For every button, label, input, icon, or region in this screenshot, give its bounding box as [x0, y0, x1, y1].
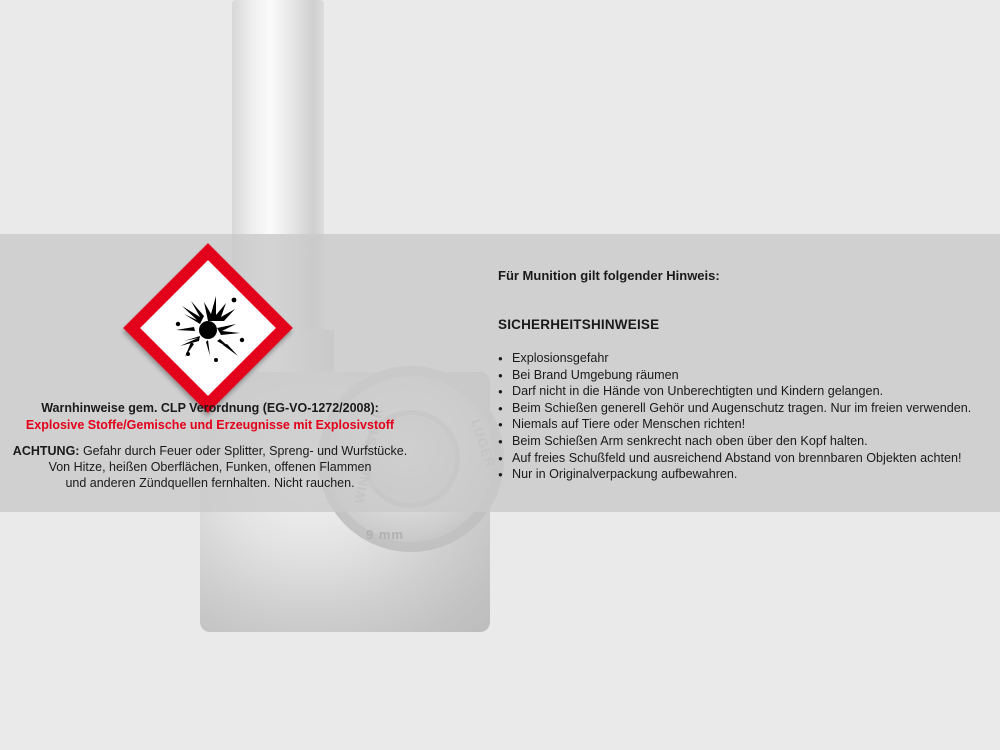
list-item: ● Explosionsgefahr [498, 350, 988, 367]
list-item: ● Beim Schießen Arm senkrecht nach oben über den Kopf halten. [498, 433, 988, 450]
safety-instruction-list [498, 350, 988, 483]
safety-information-block [498, 268, 988, 483]
exploding-bomb-icon [164, 284, 252, 372]
list-item: ● Nur in Originalverpackung aufbewahren. [498, 466, 988, 483]
safety-intro-text: Für Munition gilt folgender Hinweis: [498, 268, 720, 283]
clp-body-line-1: Gefahr durch Feuer oder Splitter, Spreng- und Wurfstücke. [79, 444, 408, 458]
list-item: ● Darf nicht in die Hände von Unberechtigten und Kindern gelangen. [498, 383, 988, 400]
clp-attention-label: ACHTUNG: [12, 444, 80, 458]
explosive-hazard-icon [134, 254, 282, 402]
list-item: ● Auf freies Schußfeld und ausreichend Abstand von brennbaren Objekten achten! [498, 450, 988, 467]
list-item: ● Bei Brand Umgebung räumen [498, 367, 988, 384]
list-item: ● Niemals auf Tiere oder Menschen richten! [498, 416, 988, 433]
list-item: ● Beim Schießen generell Gehör und Augenschutz tragen. Nur im freien verwenden. [498, 400, 988, 417]
clp-warning-heading: Warnhinweise gem. CLP Verordnung (EG-VO-1272/2008): [41, 401, 379, 415]
clp-body-line-2: Von Hitze, heißen Oberflächen, Funken, offenen Flammen [48, 460, 372, 474]
safety-section-title: SICHERHEITSHINWEISE [498, 317, 660, 332]
headstamp-bottom-text: 9 mm [366, 527, 404, 542]
clp-body-line-3: und anderen Zündquellen fernhalten. Nicht rauchen. [65, 476, 355, 490]
clp-warning-subheading: Explosive Stoffe/Gemische und Erzeugnisse mit Explosivstoff [25, 418, 395, 432]
clp-warning-body [10, 443, 410, 491]
clp-warning-block [10, 400, 410, 491]
